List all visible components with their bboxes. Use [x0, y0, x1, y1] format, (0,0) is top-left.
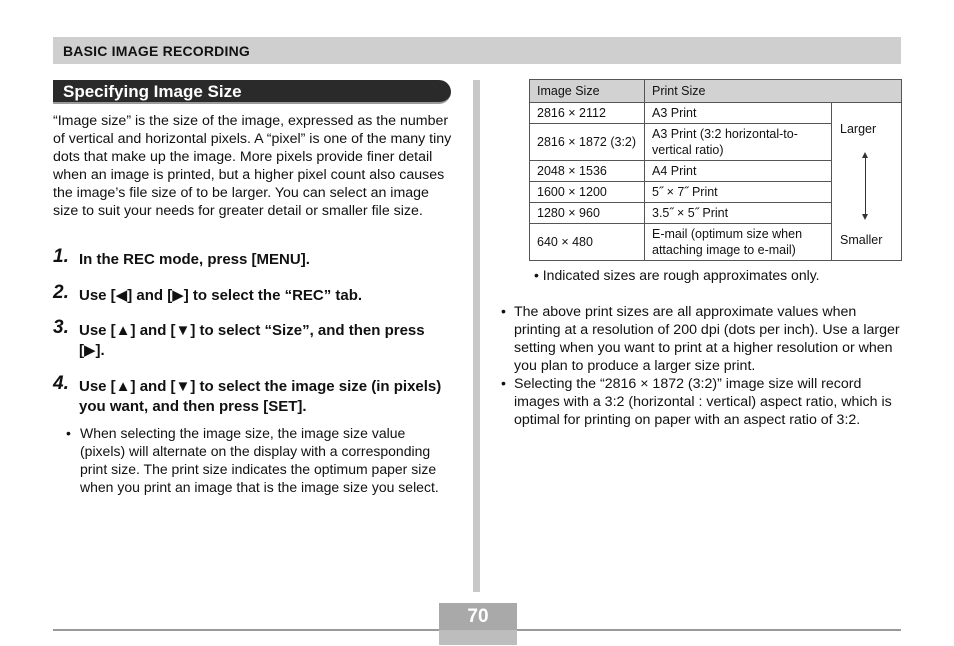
double-arrow-icon	[865, 157, 866, 215]
table-header-image-size: Image Size	[530, 80, 645, 103]
section-title: Specifying Image Size	[63, 82, 242, 101]
page-number: 70	[439, 603, 517, 630]
header-bar	[53, 37, 901, 64]
step-4	[53, 373, 453, 417]
step-note-text: When selecting the image size, the image size value (pixels) will alternate on the display with a corresponding print size. The print size indicates the optimum paper size when you print an image that is the image size you select.	[80, 425, 439, 495]
step-text: In the REC mode, press [MENU].	[79, 251, 310, 268]
table-cell-image-size: 640 × 480	[530, 224, 645, 261]
column-divider	[473, 80, 480, 592]
image-size-table	[529, 79, 902, 261]
table-cell-image-size: 2048 × 1536	[530, 161, 645, 182]
list-item	[501, 375, 906, 429]
list-item-text: Selecting the “2816 × 1872 (3:2)” image size will record images with a 3:2 (horizontal : vertical) aspect ratio, which is optimal for printing on paper with an aspect ratio of 3:2.	[514, 376, 892, 428]
step-1	[53, 246, 453, 270]
bullet-icon: •	[501, 304, 506, 320]
list-item	[501, 303, 906, 375]
bullet-icon: •	[66, 425, 71, 441]
table-header-row	[530, 80, 902, 103]
size-relation-cell	[832, 103, 902, 261]
step-number: 4.	[53, 373, 69, 394]
table-cell-print-size: A4 Print	[645, 161, 832, 182]
steps-list	[53, 246, 453, 417]
table-cell-print-size: 5˝ × 7˝ Print	[645, 182, 832, 203]
table-note: • Indicated sizes are rough approximates only.	[534, 267, 820, 283]
step-text: Use [▲] and [▼] to select the image size (in pixels) you want, and then press [SET].	[79, 378, 442, 415]
table-cell-print-size: A3 Print (3:2 horizontal-to-vertical ratio)	[645, 124, 832, 161]
table-cell-print-size: A3 Print	[645, 103, 832, 124]
table-cell-image-size: 2816 × 1872 (3:2)	[530, 124, 645, 161]
step-number: 2.	[53, 282, 69, 303]
list-item-text: The above print sizes are all approximate values when printing at a resolution of 200 dpi (dots per inch). Use a larger setting when you want to print at a higher resolution or when you plan to produce a larger size print.	[514, 304, 900, 374]
step-2	[53, 282, 453, 306]
table-cell-image-size: 1280 × 960	[530, 203, 645, 224]
step-note	[66, 424, 450, 496]
step-number: 3.	[53, 317, 69, 338]
step-3	[53, 317, 453, 361]
table-cell-image-size: 1600 × 1200	[530, 182, 645, 203]
notes-list	[501, 303, 906, 429]
step-text: Use [◀] and [▶] to select the “REC” tab.	[79, 287, 363, 304]
step-number: 1.	[53, 246, 69, 267]
table-row	[530, 103, 902, 124]
intro-paragraph: “Image size” is the size of the image, expressed as the number of vertical and horizontal pixels. A “pixel” is one of the many tiny dots that make up the image. More pixels provide finer detail when an image is printed, but a higher pixel count also causes the image’s file size of to be larger. You can select an image size to suit your needs for greater detail or smaller file size.	[53, 113, 452, 219]
step-text: Use [▲] and [▼] to select “Size”, and then press [▶].	[79, 322, 425, 359]
bullet-icon: •	[501, 376, 506, 392]
table-header-print-size: Print Size	[645, 80, 902, 103]
table-cell-print-size: 3.5˝ × 5˝ Print	[645, 203, 832, 224]
larger-label: Larger	[840, 122, 877, 136]
section-title-bar	[53, 80, 451, 104]
header-title: BASIC IMAGE RECORDING	[63, 43, 250, 59]
smaller-label: Smaller	[840, 233, 883, 247]
table-cell-image-size: 2816 × 2112	[530, 103, 645, 124]
page-number-box	[439, 603, 517, 645]
table-cell-print-size: E-mail (optimum size when attaching image to e-mail)	[645, 224, 832, 261]
